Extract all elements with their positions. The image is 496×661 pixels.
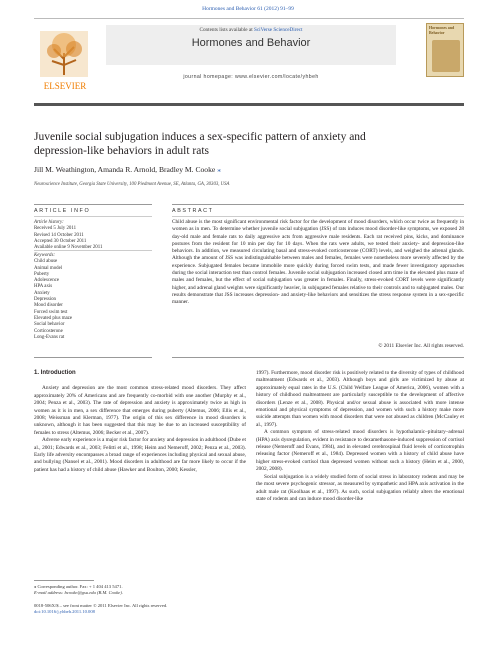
keywords-rule — [34, 250, 152, 251]
keyword: Animal model — [34, 265, 63, 271]
left-column — [34, 370, 246, 474]
history-item: Revised 14 October 2011 — [34, 232, 84, 238]
copyright-notice: © 2011 Elsevier Inc. All rights reserved. — [378, 343, 464, 349]
footnote-corresponding: ⁎ Corresponding author. Fax: + 1 404 413 5471. — [34, 584, 123, 589]
abstract-subrule — [172, 216, 464, 217]
authors-text: Jill M. Weathington, Amanda R. Arnold, Bradley M. Cooke — [34, 165, 216, 174]
history-label: Article history: — [34, 220, 64, 225]
abstract-heading: ABSTRACT — [172, 208, 214, 214]
history-item: Accepted 30 October 2011 — [34, 238, 87, 244]
cover-title: Hormones and Behavior — [429, 25, 455, 35]
keyword: Anxiety — [34, 290, 50, 296]
footnote-rule — [34, 580, 94, 581]
cover-illustration — [432, 40, 460, 72]
right-column — [256, 370, 464, 503]
publisher-name: ELSEVIER — [43, 81, 87, 91]
keyword: Mood disorder — [34, 303, 63, 309]
journal-header — [34, 18, 464, 106]
history-item: Received 5 July 2011 — [34, 226, 77, 232]
keyword: Adolescence — [34, 278, 59, 284]
introduction-heading: 1. Introduction — [34, 370, 76, 376]
elsevier-tree-icon — [34, 25, 96, 95]
keyword: Long-Evans rat — [34, 334, 65, 340]
keyword: Depression — [34, 297, 57, 303]
contents-text: Contents lists available at — [199, 27, 254, 33]
keyword: Elevated plus maze — [34, 315, 73, 321]
info-rule — [34, 204, 152, 205]
keyword: Social behavior — [34, 322, 65, 328]
paragraph: 1997). Furthermore, mood disorder risk is positively related to the diversity of types of childhood maltreatment (Edwards et al., 2003). Although boys and girls are victimized by abuse at approximately equal rates in the U.S. (Child Welfare League of America, 2006), women with a history of childhood maltreatment are particularly susceptible to the development of affective disorders (Lenze et al., 2008). Physical and/or sexual abuse is associated with more intense emotional and physical symptoms of depression, and women with such a history make more suicide attempts than women with mood disorders that were not abused as children (McCauley et al., 1997). — [256, 370, 464, 428]
footnote-email[interactable]: E-mail address: bcooke@gsu.edu (B.M. Cooke). — [34, 589, 124, 595]
journal-cover-image — [426, 23, 464, 77]
elsevier-logo — [34, 25, 96, 95]
journal-citation[interactable]: Hormones and Behavior 61 (2012) 91–99 — [202, 6, 294, 12]
keyword: HPA axis — [34, 284, 53, 290]
front-matter — [34, 603, 246, 615]
keywords-label: Keywords: — [34, 253, 56, 258]
doi-link[interactable]: doi:10.1016/j.yhbeh.2011.10.008 — [34, 608, 95, 614]
corresponding-author-mark[interactable]: ⁎ — [217, 165, 221, 174]
author-list — [34, 165, 464, 174]
history-item: Available online 9 November 2011 — [34, 245, 103, 251]
contents-line — [106, 27, 396, 33]
keyword: Corticosterone — [34, 328, 63, 334]
abstract-text: Child abuse is the most significant environmental risk factor for the development of mood disorders, which occur twice as frequently in women as in men. To determine whether juvenile social subjugation (JSS) of rats induces mood disorder-like symptoms, we exposed 28 day-old male and female rats to daily aggressive acts from aggressive male residents. Each rat received pins, kicks, and dominance postures from the resident for 10 min per day for 10 days. When the rats were adults, we tested their anxiety- and depression-like behaviors. In addition, we measured circulating basal and stress-evoked corticosterone (CORT) levels, and weighed the adrenal glands. Although the amount of JSS was indistinguishable between males and females, females were nonetheless more severely affected by the experience. Subjugated females became immobile more quickly during forced swim tests, and made fewer investigatory approaches during the social interaction test than control females. Juvenile social subjugation increased closed arm time in the elevated plus maze of males and females, but the effect of social subjugation was greater in females. Finally, stress-evoked CORT levels were significantly higher, and adrenal gland weights were significantly heavier, in subjugated females relative to their controls and to subjugated males. Our results demonstrate that JSS increases depression- and anxiety-like behaviors and sensitizes the stress response system in a sex-specific manner. — [172, 219, 464, 306]
title-line-1: Juvenile social subjugation induces a sex-specific pattern of anxiety and — [34, 131, 366, 143]
info-subrule — [34, 216, 152, 217]
journal-title: Hormones and Behavior — [191, 37, 311, 49]
title-line-2: depression-like behaviors in adult rats — [34, 145, 210, 157]
footnotes — [34, 584, 246, 596]
keyword: Forced swim test — [34, 309, 68, 315]
affiliation: Neuroscience Institute, Georgia State University, 100 Piedmont Avenue, SE, Atlanta, GA, 30303, USA — [34, 182, 230, 187]
issn-line: 0018-506X/$ – see front matter © 2011 Elsevier Inc. All rights reserved. — [34, 603, 168, 608]
keyword: Child abuse — [34, 259, 58, 265]
paragraph: Adverse early experience is a major risk factor for anxiety and depression in adulthood (Dube et al., 2001; Edwards et al., 2003; Felitti et al., 1998; Heim and Nemeroff, 2002; Penza et al., 2003). Early life adversity encompasses a broad range of experiences including physical and sexual abuse, and bullying (Nansel et al., 2001). Mood disorders in adulthood are far more likely to occur if the patient has had a history of child abuse (Hawker and Boulton, 2000; Kessler, — [34, 437, 247, 473]
keyword: Puberty — [34, 271, 50, 277]
article-history — [34, 220, 140, 251]
info-bottom-rule — [34, 357, 152, 358]
paragraph: A common symptom of stress-related mood disorders is hypothalamic–pituitary–adrenal (HPA) axis dysregulation, evident in resistance to dexamethasone-induced suppression of cortisol release (Nemeroff and Evans, 1984), and in elevated cerebrospinal fluid levels of corticotrophin releasing factor (Nemeroff et al., 1984). Depressed women with a history of child abuse have higher stress-evoked cortisol than depressed women without such a history (Heim et al., 2000, 2002, 2008). — [256, 429, 464, 473]
sciencedirect-link[interactable]: SciVerse ScienceDirect — [253, 27, 303, 33]
journal-homepage[interactable]: journal homepage: www.elsevier.com/locate/yhbeh — [183, 74, 319, 80]
article-title — [34, 130, 464, 158]
keywords-list — [34, 253, 140, 341]
abstract-rule — [172, 204, 464, 205]
paragraph: Anxiety and depression are the most common stress-related mood disorders. They affect approximately 20% of Americans and are frequently co-morbid with one another (Murphy et al., 2004; Penza et al., 2003). The rate of depression and anxiety is approximately twice as high in women as it is in men, a sex difference that emerges during puberty (Altemus, 2006; Ellis et al., 2008; Weissman and Klerman, 1977). The origin of this sex difference in mood disorders is unknown, although it has been suggested that this may be due to an increased susceptibility of females to stress (Altemus, 2006; Becker et al., 2007). — [34, 385, 246, 436]
article-info-heading: ARTICLE INFO — [34, 208, 91, 214]
paragraph: Social subjugation is a widely studied form of social stress in laboratory rodents and may be the most severe psychogenic stressor, as measured by sympathetic and HPA axis activation in the adult male rat (Koolhaas et al., 1997). As such, social subjugation reliably alters the emotional state of rodents and can induce mood disorder-like — [256, 473, 464, 502]
abstract-bottom-rule — [172, 357, 464, 358]
